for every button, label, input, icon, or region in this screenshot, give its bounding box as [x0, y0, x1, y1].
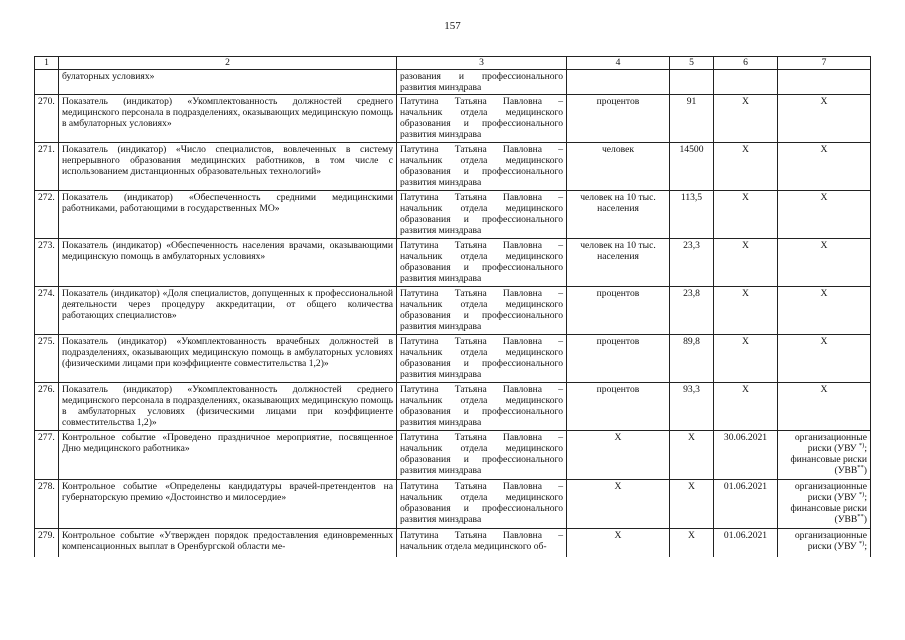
risk-cell: Х	[778, 287, 871, 335]
unit-cell: человек на 10 тыс. населения	[567, 239, 670, 287]
row-number: 271.	[35, 143, 59, 191]
description-cell: Контрольное событие «Проведено праздничное мероприятие, посвященное Дню медицинского работника»	[59, 431, 397, 480]
unit-cell: процентов	[567, 287, 670, 335]
description-cell: булаторных условиях»	[59, 70, 397, 95]
value-cell: 23,3	[670, 239, 714, 287]
risk-cell: Х	[778, 239, 871, 287]
risk-cell: Х	[778, 143, 871, 191]
row-number: 272.	[35, 191, 59, 239]
executor-cell: Патутина Татьяна Павловна – начальник отдела медицинского образования и профессионального развития минздрава	[397, 191, 567, 239]
date-cell: Х	[714, 95, 778, 143]
date-cell: Х	[714, 143, 778, 191]
row-number: 273.	[35, 239, 59, 287]
value-cell: Х	[670, 529, 714, 558]
table-row	[35, 95, 871, 143]
table-row	[35, 529, 871, 558]
row-number-cell	[35, 70, 59, 95]
table-row	[35, 239, 871, 287]
date-cell: Х	[714, 383, 778, 431]
date-cell: Х	[714, 287, 778, 335]
column-header: 4	[567, 57, 670, 70]
risk-cell: Х	[778, 335, 871, 383]
executor-cell: разования и профессионального развития минздрава	[397, 70, 567, 95]
description-cell: Показатель (индикатор) «Число специалистов, вовлеченных в систему непрерывного образования медицинских работников, в том числе с использованием дистанционных образовательных технологий»	[59, 143, 397, 191]
value-cell: 113,5	[670, 191, 714, 239]
table-row	[35, 431, 871, 480]
executor-cell: Патутина Татьяна Павловна – начальник отдела медицинского образования и профессионального развития минздрава	[397, 335, 567, 383]
executor-cell: Патутина Татьяна Павловна – начальник отдела медицинского образования и профессионального развития минздрава	[397, 287, 567, 335]
executor-cell: Патутина Татьяна Павловна – начальник отдела медицинского образования и профессионального развития минздрава	[397, 480, 567, 529]
column-number-row	[35, 57, 871, 70]
executor-cell: Патутина Татьяна Павловна – начальник отдела медицинского об-	[397, 529, 567, 558]
plan-table	[34, 56, 871, 557]
row-number: 276.	[35, 383, 59, 431]
table-row	[35, 383, 871, 431]
value-cell	[670, 70, 714, 95]
continuation-row	[35, 70, 871, 95]
date-cell: Х	[714, 239, 778, 287]
date-cell: 01.06.2021	[714, 529, 778, 558]
column-header: 3	[397, 57, 567, 70]
risk-cell: Х	[778, 383, 871, 431]
description-cell: Контрольное событие «Утвержден порядок предоставления единовременных компенсационных выплат в Оренбургской области ме-	[59, 529, 397, 558]
unit-cell: процентов	[567, 335, 670, 383]
risk-cell: организационные риски (УВУ *); финансовые риски (УВВ**)	[778, 431, 871, 480]
unit-cell	[567, 70, 670, 95]
risk-cell	[778, 70, 871, 95]
table-row	[35, 143, 871, 191]
table-row	[35, 191, 871, 239]
column-header: 7	[778, 57, 871, 70]
unit-cell: процентов	[567, 95, 670, 143]
unit-cell: Х	[567, 529, 670, 558]
description-cell: Показатель (индикатор) «Укомплектованность врачебных должностей в подразделениях, оказывающих медицинскую помощь в амбулаторных условиях (физическими лицами при коэффициенте совместительства 1,2)»	[59, 335, 397, 383]
value-cell: Х	[670, 480, 714, 529]
date-cell: 01.06.2021	[714, 480, 778, 529]
executor-cell: Патутина Татьяна Павловна – начальник отдела медицинского образования и профессионального развития минздрава	[397, 143, 567, 191]
page-number: 157	[444, 20, 461, 32]
description-cell: Показатель (индикатор) «Доля специалистов, допущенных к профессиональной деятельности через процедуру аккредитации, от общего количества работающих специалистов»	[59, 287, 397, 335]
value-cell: 23,8	[670, 287, 714, 335]
date-cell	[714, 70, 778, 95]
column-header: 2	[59, 57, 397, 70]
column-header: 5	[670, 57, 714, 70]
executor-cell: Патутина Татьяна Павловна – начальник отдела медицинского образования и профессионального развития минздрава	[397, 95, 567, 143]
row-number: 275.	[35, 335, 59, 383]
unit-cell: человек на 10 тыс. населения	[567, 191, 670, 239]
unit-cell: Х	[567, 431, 670, 480]
row-number: 278.	[35, 480, 59, 529]
description-cell: Показатель (индикатор) «Обеспеченность средними медицинскими работниками, работающими в государственных МО»	[59, 191, 397, 239]
column-header: 6	[714, 57, 778, 70]
table-row	[35, 335, 871, 383]
value-cell: 14500	[670, 143, 714, 191]
row-number: 270.	[35, 95, 59, 143]
value-cell: 89,8	[670, 335, 714, 383]
column-header: 1	[35, 57, 59, 70]
unit-cell: процентов	[567, 383, 670, 431]
table-row	[35, 287, 871, 335]
description-cell: Показатель (индикатор) «Укомплектованность должностей среднего медицинского персонала в подразделениях, оказывающих медицинскую помощь в амбулаторных условиях (физическими лицами при коэффициенте совместительства 1,2)»	[59, 383, 397, 431]
unit-cell: Х	[567, 480, 670, 529]
row-number: 277.	[35, 431, 59, 480]
date-cell: 30.06.2021	[714, 431, 778, 480]
executor-cell: Патутина Татьяна Павловна – начальник отдела медицинского образования и профессионального развития минздрава	[397, 383, 567, 431]
unit-cell: человек	[567, 143, 670, 191]
row-number: 279.	[35, 529, 59, 558]
risk-cell: организационные риски (УВУ *);	[778, 529, 871, 558]
table-row	[35, 480, 871, 529]
date-cell: Х	[714, 335, 778, 383]
description-cell: Контрольное событие «Определены кандидатуры врачей-претендентов на губернаторскую премию «Достоинство и милосердие»	[59, 480, 397, 529]
date-cell: Х	[714, 191, 778, 239]
description-cell: Показатель (индикатор) «Укомплектованность должностей среднего медицинского персонала в подразделениях, оказывающих медицинскую помощь в амбулаторных условиях»	[59, 95, 397, 143]
executor-cell: Патутина Татьяна Павловна – начальник отдела медицинского образования и профессионального развития минздрава	[397, 239, 567, 287]
value-cell: 91	[670, 95, 714, 143]
executor-cell: Патутина Татьяна Павловна – начальник отдела медицинского образования и профессионального развития минздрава	[397, 431, 567, 480]
description-cell: Показатель (индикатор) «Обеспеченность населения врачами, оказывающими медицинскую помощь в амбулаторных условиях»	[59, 239, 397, 287]
value-cell: 93,3	[670, 383, 714, 431]
row-number: 274.	[35, 287, 59, 335]
risk-cell: Х	[778, 95, 871, 143]
value-cell: Х	[670, 431, 714, 480]
risk-cell: Х	[778, 191, 871, 239]
risk-cell: организационные риски (УВУ *); финансовые риски (УВВ**)	[778, 480, 871, 529]
